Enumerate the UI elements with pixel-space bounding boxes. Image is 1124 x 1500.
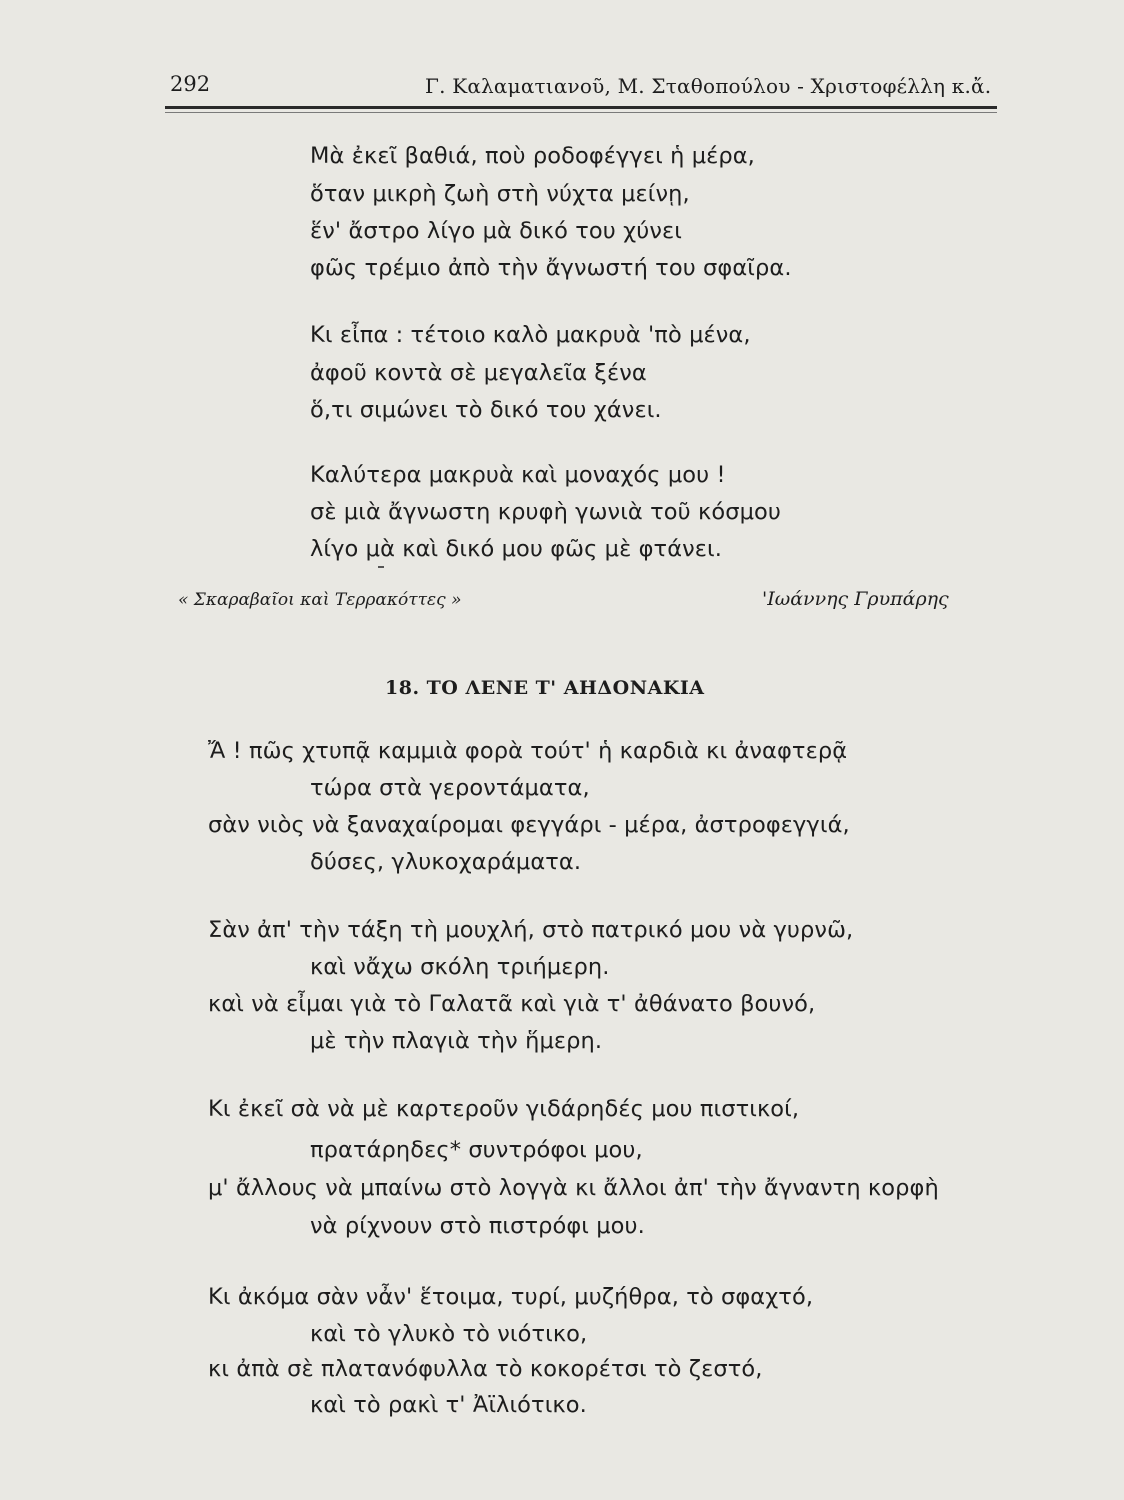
dash-mark <box>378 566 384 568</box>
poem-line: λίγο μὰ καὶ δικό μου φῶς μὲ φτάνει. <box>310 536 723 562</box>
poem-line: Σὰν ἀπ' τὴν τάξη τὴ μουχλή, στὸ πατρικό μου νὰ γυρνῶ, <box>208 917 854 943</box>
poem-line: ἀφοῦ κοντὰ σὲ μεγαλεῖα ξένα <box>310 360 647 386</box>
poem-line: Κι εἶπα : τέτοιο καλὸ μακρυὰ 'πὸ μένα, <box>310 322 751 348</box>
poem-line: φῶς τρέμιο ἀπὸ τὴν ἄγνωστή του σφαῖρα. <box>310 255 792 281</box>
header-rule <box>165 106 997 109</box>
poem-line: μ' ἄλλους νὰ μπαίνω στὸ λογγὰ κι ἄλλοι ἀπ' τὴν ἄγναντη κορφὴ <box>208 1175 939 1201</box>
poem-line: σὰν νιὸς νὰ ξαναχαίρομαι φεγγάρι - μέρα, ἀστροφεγγιά, <box>208 812 850 838</box>
poem-line: Ἄ ! πῶς χτυπᾷ καμμιὰ φορὰ τούτ' ἡ καρδιὰ κι ἀναφτερᾷ <box>208 738 848 764</box>
poem-line: πρατάρηδες* συντρόφοι μου, <box>310 1137 643 1163</box>
poem-line: σὲ μιὰ ἄγνωστη κρυφὴ γωνιὰ τοῦ κόσμου <box>310 499 781 525</box>
poem-line: Κι ἀκόμα σὰν νἆν' ἕτοιμα, τυρί, μυζήθρα, τὸ σφαχτό, <box>208 1284 814 1310</box>
poem-line: ἕν' ἄστρο λίγο μὰ δικό του χύνει <box>310 218 682 244</box>
poem-line: ὅ,τι σιμώνει τὸ δικό του χάνει. <box>310 397 662 423</box>
poem-line: καὶ νἄχω σκόλη τριήμερη. <box>310 954 610 980</box>
poem-line: Κι ἐκεῖ σὰ νὰ μὲ καρτεροῦν γιδάρηδές μου πιστικοί, <box>208 1096 800 1122</box>
running-head: Γ. Καλαματιανοῦ, Μ. Σταθοπούλου - Χριστοφέλλη κ.ἄ. <box>425 74 992 98</box>
poem-line: καὶ τὸ ρακὶ τ' Ἀϊλιότικο. <box>310 1392 587 1418</box>
poem-line: κι ἀπὰ σὲ πλατανόφυλλα τὸ κοκορέτσι τὸ ζεστό, <box>208 1356 763 1382</box>
poem-line: καὶ νὰ εἶμαι γιὰ τὸ Γαλατᾶ καὶ γιὰ τ' ἀθάνατο βουνό, <box>208 991 816 1017</box>
poem-line: τώρα στὰ γεροντάματα, <box>310 775 590 801</box>
poem-title: 18. ΤΟ ΛΕΝΕ Τ' ΑΗΔΟΝΑΚΙΑ <box>385 677 705 699</box>
poem-line: ὅταν μικρὴ ζωὴ στὴ νύχτα μείνῃ, <box>310 181 690 207</box>
poem-line: δύσες, γλυκοχαράματα. <box>310 849 582 875</box>
poem-source: « Σκαραβαῖοι καὶ Τερρακόττες » <box>178 590 462 610</box>
page-number: 292 <box>170 72 211 96</box>
poem-line: Μὰ ἐκεῖ βαθιά, ποὺ ροδοφέγγει ἡ μέρα, <box>310 143 755 169</box>
header-rule-thin <box>165 112 997 113</box>
poem-line: Καλύτερα μακρυὰ καὶ μοναχός μου ! <box>310 462 726 488</box>
poem-line: νὰ ρίχνουν στὸ πιστρόφι μου. <box>310 1213 645 1239</box>
poem-line: καὶ τὸ γλυκὸ τὸ νιότικο, <box>310 1321 588 1347</box>
poem-line: μὲ τὴν πλαγιὰ τὴν ἥμερη. <box>310 1028 603 1054</box>
poem-author: 'Ιωάννης Γρυπάρης <box>762 588 949 610</box>
